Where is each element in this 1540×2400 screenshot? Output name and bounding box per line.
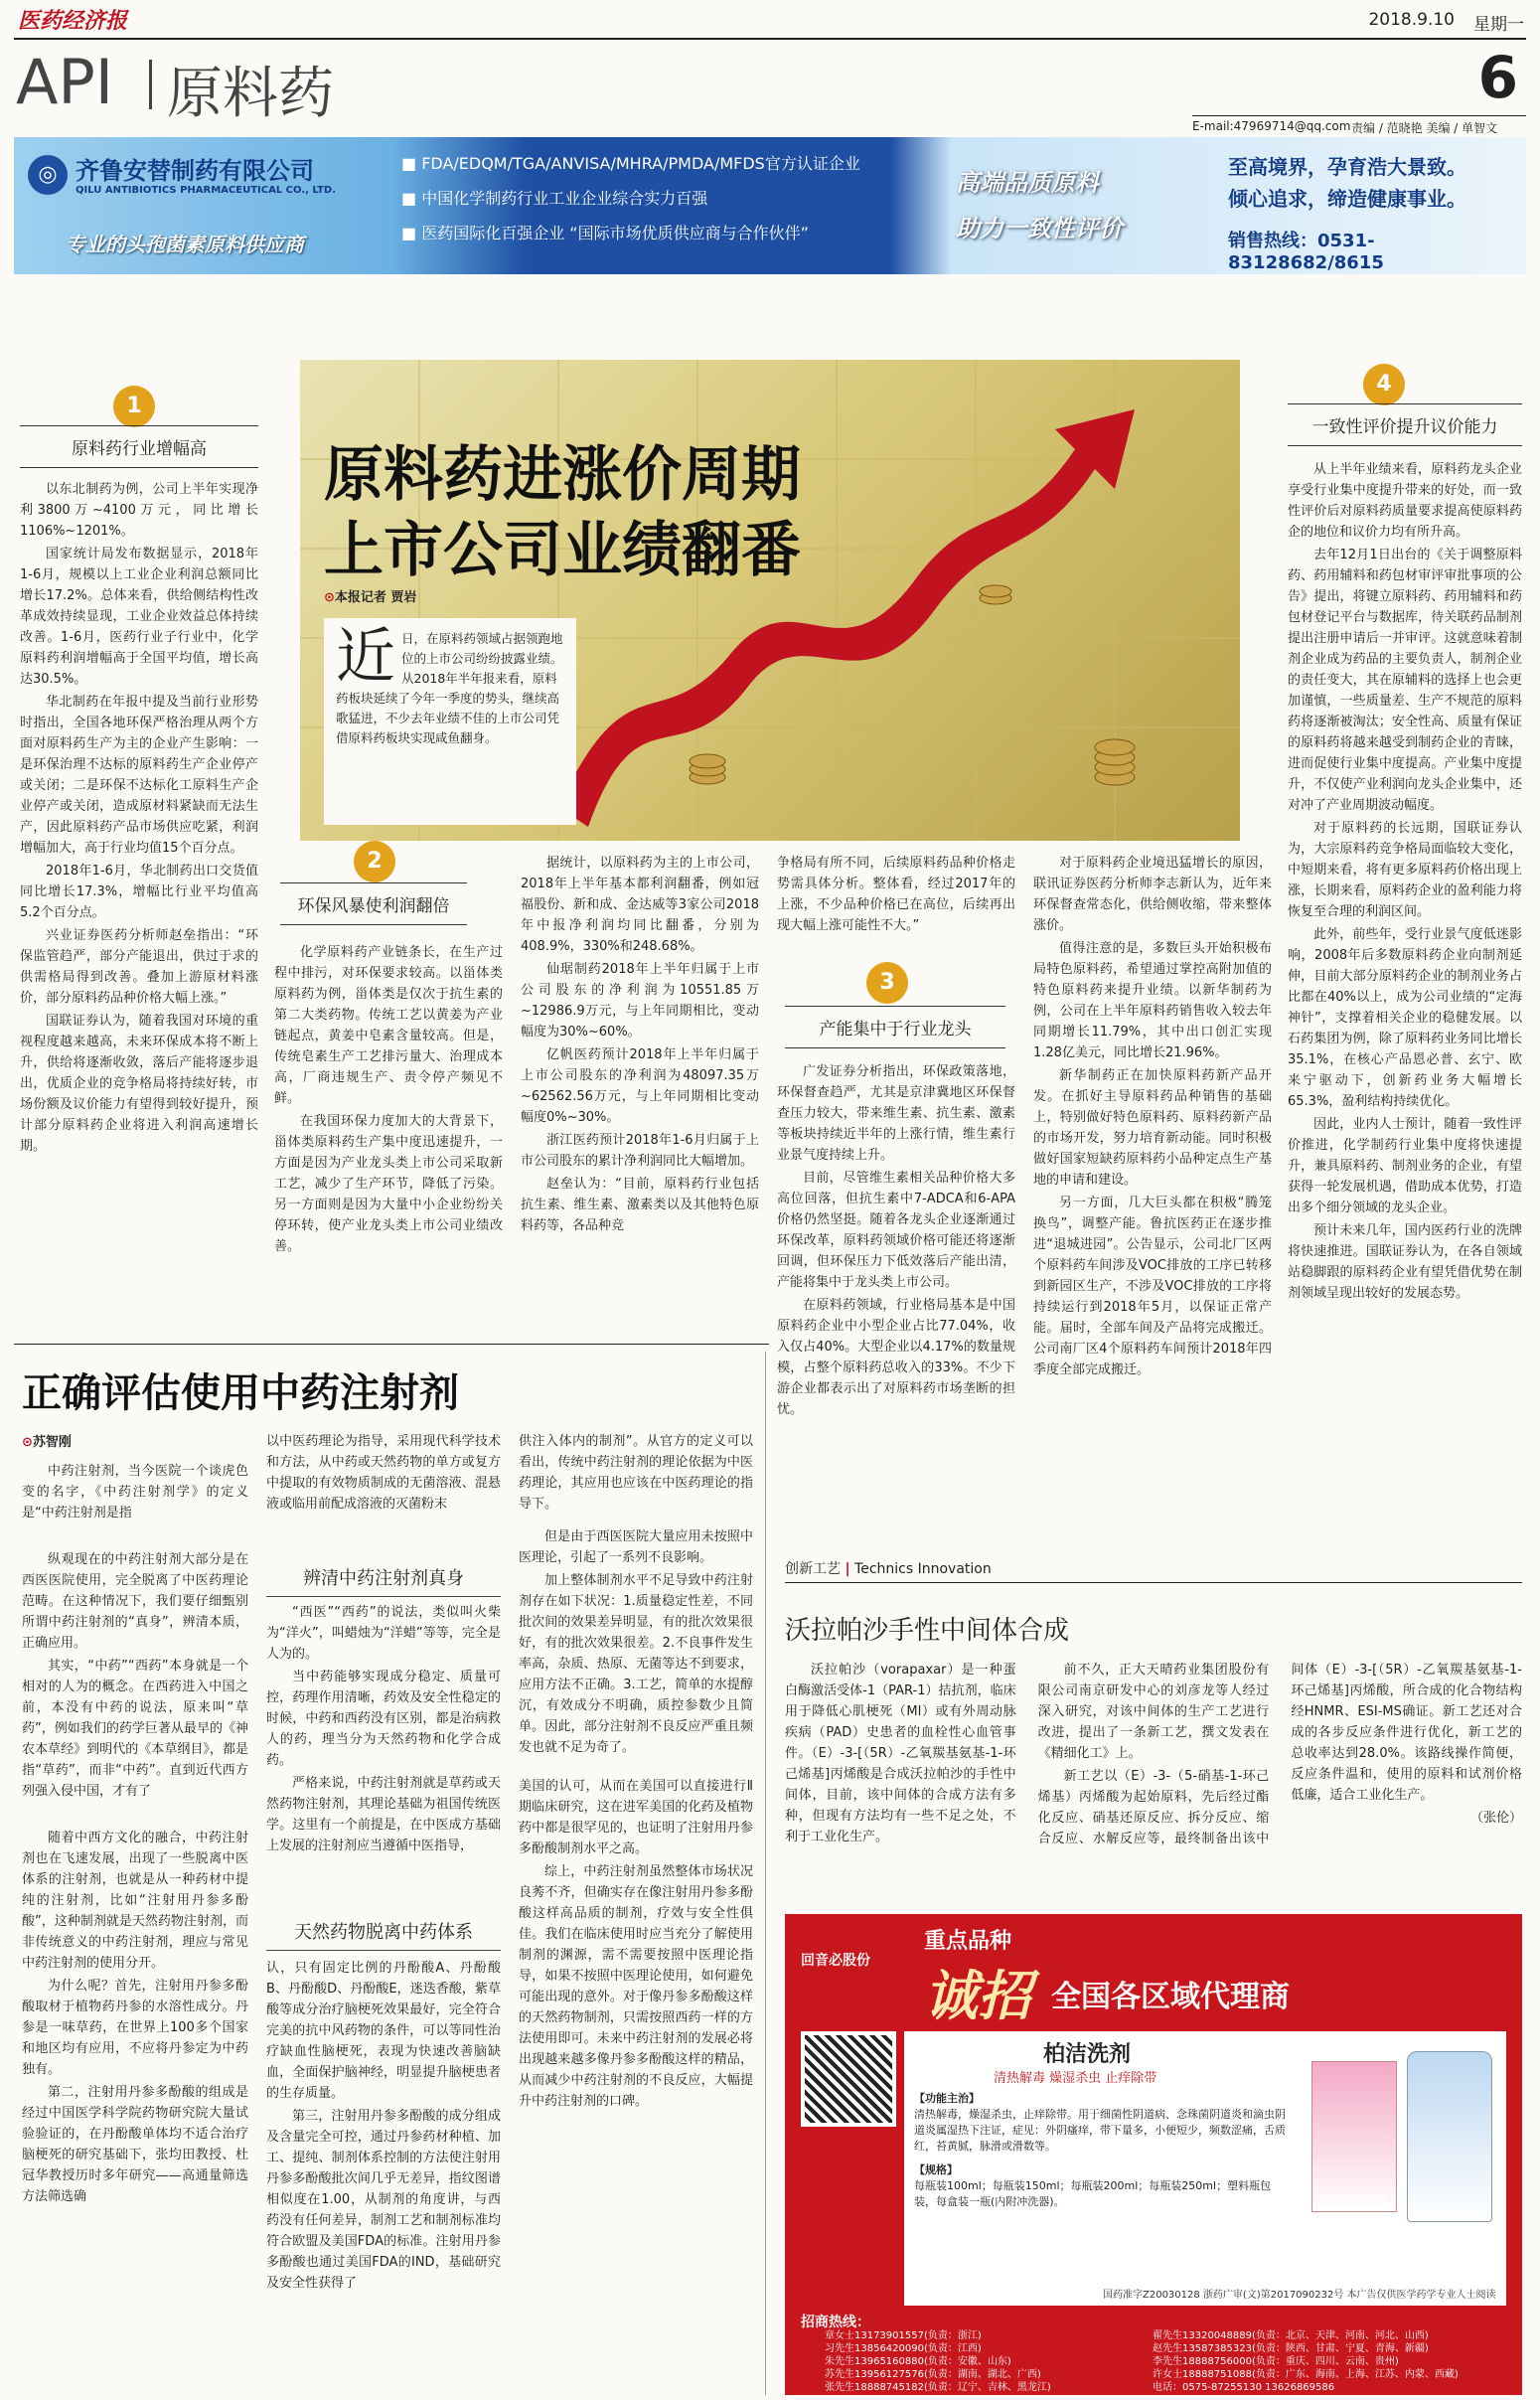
section-heading: 产能集中于行业龙头	[785, 1006, 1005, 1048]
ad-qr-code[interactable]	[801, 2031, 896, 2127]
ad-hotline-entry[interactable]: 张先生18888745182(负责：辽宁、吉林、黑龙江)	[825, 2382, 1051, 2393]
page-number: 6	[1477, 44, 1518, 111]
ad-hotline[interactable]: 销售热线：0531-83128682/8615	[1228, 231, 1384, 273]
recruit-ad[interactable]	[785, 1914, 1522, 2395]
ad-product-name: 柏洁洗剂	[1043, 2042, 1132, 2067]
ad-hotline-title: 招商热线：	[801, 2315, 870, 2330]
ad-func-text: 清热解毒，燥湿杀虫，止痒除带。用于细菌性阴道病、念珠菌阴道炎和滴虫阴道炎属湿热下注证，症见：外阴瘙痒，带下量多，小便短少，频数涩痛，舌质红，苔黄腻，脉滑或滑数等。	[914, 2108, 1286, 2153]
ad-point: ■ 医药国际化百强企业 “国际市场优质供应商与合作伙伴”	[401, 224, 809, 242]
issue-weekday: 星期一	[1473, 15, 1524, 35]
section-3b-body: 对于原料药企业境迅猛增长的原因，联讯证券医药分析师李志新认为，近年来环保督查常态化，供给侧收缩，带来整体涨价。 值得注意的是，多数巨头开始积极布局特色原料药，希望通过掌控高附加值的特色原料药来提升业绩。以新华制药为例，公司在上半年原料药销售收入较去年同期增长11.79%，其中出口创汇实现1.28亿美元，同比增长21.96%。 新华制药正在加快原料药新产品开发。在抓好主导原料药品种销售的基础上，特别做好特色原料药、原料药新产品的市场开发，努力培育新动能。同时积极做好国家短缺药原料药小品种定点生产基地的申请和建设。 另一方面，几大巨头都在积极“腾笼换鸟”，调整产能。鲁抗医药正在逐步推进“退城进园”。公告显示，公司北厂区两个原料药车间涉及VOC排放的工序已转移到新园区生产，不涉及VOC排放的工序将持续运行到2018年5月，以保证正常产能。届时，全部车间及产品将完成搬迁。公司南厂区4个原料药车间预计2018年四季度全部完成搬迁。	[1033, 856, 1272, 1377]
banner-ad[interactable]	[14, 137, 1526, 274]
ad-motto: 倾心追求，缔造健康事业。	[1228, 187, 1466, 211]
tech-headline: 沃拉帕沙手性中间体合成	[785, 1616, 1070, 1646]
tcm-subheading: 天然药物脱离中药体系	[266, 1918, 501, 1951]
tcm-subheading: 辨清中药注射剂真身	[266, 1564, 501, 1597]
tcm-col-2c: 认，只有固定比例的丹酚酸A、丹酚酸B、丹酚酸D、丹酚酸E，迷迭香酸，紫草酸等成分治疗脑梗死效果最好，完全符合完美的抗中风药物的条件，可以等同性治疗缺血性脑梗死，表现为快速改善脑缺血，全面保护脑神经，明显提升脑梗患者的生存质量。 第三，注射用丹参多酚酸的成分组成及含量完全可控，通过丹参药材种植、加工、提纯、制剂体系控制的方法使注射用丹参多酚酸批次间几乎无差异，指纹图谱相似度在1.00，从制剂的角度讲，与西药没有任何差异，制剂工艺和制剂标准均符合欧盟及美国FDA的标准。注射用丹参多酚酸也通过美国FDA的IND，基础研究及安全性获得了	[266, 1961, 501, 2291]
product-bottle-icon	[1407, 2051, 1492, 2222]
section-heading: 环保风暴使利润翻倍	[280, 882, 467, 925]
tech-tag: 创新工艺 | Technics Innovation	[785, 1561, 992, 1577]
lead-text: 日，在原料药领域占据领跑地位的上市公司纷纷披露业绩。从2018年半年报来看，原料药板块延续了今年一季度的势头，继续高歌猛进，不少去年业绩不佳的上市公司凭借原料药板块实现咸鱼翻身。	[336, 631, 563, 745]
main-byline: ⊙本报记者 贾岩	[324, 590, 417, 605]
ad-hotline-entry[interactable]: 章女士13173901557(负责：浙江)	[825, 2330, 982, 2341]
lead-dropcap: 近	[336, 622, 395, 692]
section-heading: 原料药行业增幅高	[20, 425, 258, 468]
contact-email[interactable]: E-mail:47969714@qq.com	[1192, 119, 1351, 133]
ad-hotline-entry[interactable]: 许女士18888751088(负责：广东、海南、上海、江苏、内蒙、西藏)	[1153, 2369, 1459, 2380]
ad-product-sub: 清热解毒 燥湿杀虫 止痒除带	[994, 2071, 1157, 2086]
section-number-badge: 3	[866, 962, 908, 1004]
editors-credit: 责编 / 范晓艳 美编 / 单智文	[1351, 121, 1498, 135]
section-number-badge: 4	[1363, 364, 1405, 405]
tcm-col-2b: “西医”“西药”的说法，类似叫火柴为“洋火”，叫蜡烛为“洋蜡”等等，完全是人为的。 当中药能够实现成分稳定、质量可控，药理作用清晰，药效及安全性稳定的时候，中药和西药没有区别，都是治病救人的药，理当分为天然药物和化学合成药。 严格来说，中药注射剂就是草药或天然药物注射剂，其理论基础为祖国传统医学。这里有一个前提是，在中医成方基础上发展的注射剂应当遵循中医指导，	[266, 1605, 501, 1853]
tech-body: 沃拉帕沙（vorapaxar）是一种蛋白酶激活受体-1（PAR-1）拮抗剂，临床用于降低心肌梗死（MI）或有外周动脉疾病（PAD）史患者的血栓性心血管事件。（E）-3-[（5R）-乙氧羰基氨基-1-环己烯基]丙烯酸是合成沃拉帕沙的手性中间体，目前，该中间体的合成方法有多种，但现有方法均有一些不足之处，不利于工业化生产。 前不久，正大天晴药业集团股份有限公司南京研发中心的刘彦龙等人经过深入研究，对该中间体的生产工艺进行改进，提出了一条新工艺，撰文发表在《精细化工》上。 新工艺以（E）-3-（5-硝基-1-环己烯基）丙烯酸为起始原料，先后经过酯化反应、硝基还原反应、拆分反应、缩合反应、水解反应等，最终制备出该中间体（E）-3-[（5R）-乙氧羰基氨基-1-环己烯基]丙烯酸，所合成的化合物结构经HNMR、ESI-MS确证。新工艺还对合成的各步反应条件进行优化，新工艺的总收率达到28.0%。该路线操作简便，反应条件温和，使用的原料和试剂价格低廉，适合工业化生产。 （张伦）	[785, 1663, 1522, 1846]
headline-line-2: 上市公司业绩翻番	[324, 516, 801, 585]
section-3-body: 广发证券分析指出，环保政策落地，环保督查趋严，尤其是京津冀地区环保督查压力较大，带来维生素、抗生素、激素等板块持续近半年的上涨行情，维生素行业景气度持续上升。 目前，尽管维生素相关品种价格大多高位回落，但抗生素中7-ADCA和6-APA价格仍然坚挺。随着各龙头企业逐渐通过环保改革，原料药领域价格可能还将逐渐回调，但环保压力下低效落后产能出清，产能将集中于龙头类上市公司。 在原料药领域，行业格局基本是中国原料药企业中小型企业占比77.04%，收入仅占40%。大型企业以4.17%的数量规模，占整个原料药总收入的33%。不少下游企业都表示出了对原料药市场垄断的担忧。	[777, 1064, 1015, 1417]
ad-hotline-entry[interactable]: 翟先生13320048889(负责：北京、天津、河南、河北、山西)	[1153, 2330, 1429, 2341]
paper-logo: 医药经济报	[18, 8, 128, 34]
ad-point: ■ 中国化学制药行业工业企业综合实力百强	[401, 189, 708, 208]
ad-spec-title: 【规格】	[914, 2163, 958, 2176]
ad-hotline-entry[interactable]: 李先生18888756000(负责：重庆、四川、云南、贵州)	[1153, 2356, 1399, 2367]
ad-slogan: 助力一致性评价	[956, 215, 1123, 242]
section-number-badge: 2	[354, 841, 395, 882]
company-name-en: QILU ANTIBIOTICS PHARMACEUTICAL CO., LTD.	[76, 185, 337, 196]
tcm-col-1: 中药注射剂，当今医院一个谈虎色变的名字，《中药注射剂学》的定义是“中药注射剂是指 纵观现在的中药注射剂大部分是在西医医院使用，完全脱离了中医药理论范畴。在这种情况下，我们要仔细甄别所谓中药注射剂的“真身”，辨清本质，正确应用。 其实，“中药”“西药”本身就是一个相对的人为的概念。在西药进入中国之前，本没有中药的说法，原来叫“草药”，例如我们的药学巨著从最早的《神农本草经》到明代的《本草纲目》，都是指“草药”，而非“中药”。直到近代西方列强入侵中国，才有了 随着中西方文化的融合，中药注射剂也在飞速发展，出现了一些脱离中医体系的注射剂，也就是从一种药材中提纯的注射剂，比如“注射用丹参多酚酸”，这种制剂就是天然药物注射剂，而非传统意义的中药注射剂，理应与常见中药注射剂的使用分开。 为什么呢？首先，注射用丹参多酚酸取材于植物药丹参的水溶性成分。丹参是一味草药，在世界上100多个国家和地区均有应用，不应将丹参定为中药独有。 第二，注射用丹参多酚酸的组成是经过中国医学科学院药物研究院大量试验验证的，在丹酚酸单体均不适合治疗脑梗死的研究基础下，张均田教授、杜冠华教授历时多年研究——高通量筛选方法筛选确	[22, 1464, 248, 2204]
ad-spec-text: 每瓶装100ml；每瓶装150ml；每瓶装200ml；每瓶装250ml；塑料瓶包装，每盒装一瓶(内附冲洗器)。	[914, 2179, 1272, 2208]
company-logo-icon: ◎	[28, 155, 68, 195]
tcm-byline: ⊙苏智刚	[22, 1435, 72, 1450]
section-2b-body: 据统计，以原料药为主的上市公司，2018年上半年基本都利润翻番，例如冠福股份、新和成、金达威等3家公司2018年中报净利润均同比翻番，分别为408.9%，330%和248.68%。 仙琚制药2018年上半年归属于上市公司股东的净利润为10551.85万~12986.9万元，与上年同期相比，变动幅度为30%~60%。 亿帆医药预计2018年上半年归属于上市公司股东的净利润为48097.35万~62562.56万元，与上年同期相比变动幅度0%~30%。 浙江医药预计2018年1-6月归属于上市公司股东的累计净利润同比大幅增加。 赵垒认为：“目前，原料药行业包括抗生素、维生素、激素类以及其他特色原料药等，各品种竞	[521, 856, 759, 1233]
ad-headline-small: 重点品种	[924, 1929, 1012, 1954]
ad-hotline-entry[interactable]: 朱先生13965160880(负责：安徽、山东)	[825, 2356, 1011, 2367]
section-number-badge: 1	[113, 386, 155, 427]
tcm-headline: 正确评估使用中药注射剂	[22, 1369, 459, 1416]
headline-line-1: 原料药进涨价周期	[324, 440, 801, 510]
section-4-body: 从上半年业绩来看，原料药龙头企业享受行业集中度提升带来的好处，而一致性评价后对原料药质量要求提高使原料药企的地位和议价力均有所升高。 去年12月1日出台的《关于调整原料药、药用辅料和药包材审评审批事项的公告》提出，将键立原料药、药用辅料和药包材登记平台与数据库，待关联药品制剂提出注册申请后一并审评。这就意味着制剂企业成为药品的主要负责人，制剂企业的责任变大，其在原辅料的选择上也会更加谨慎，一些质量差、生产不规范的原料药将逐渐被淘汰；安全性高、质量有保证的原料药将越来越受到制药企业的青睐，进而促使行业集中度提高。产业集中度提升，不仅使产业利润向龙头企业集中，还对冲了产业周期波动幅度。 对于原料药的长远期，国联证券认为，大宗原料药竞争格局面临较大变化，中短期来看，将有更多原料药价格出现上涨，长期来看，原料药企业的盈利能力将恢复至合理的利润区间。 此外，前些年，受行业景气度低迷影响，2008年后多数原料药企业向制剂延伸，目前大部分原料药企业的制剂业务占比都在40%以上，成为公司业绩的“定海神针”，支撑着相关企业的稳健发展。以石药集团为例，除了原料药业务同比增长35.1%，在核心产品恩必普、玄宁、欧来宁驱动下，创新药业务大幅增长65.3%，盈利结构持续优化。 因此，业内人士预计，随着一致性评价推进，化学制药行业集中度将快速提升，兼具原料药、制剂业务的企业，有望获得一轮发展机遇，借助成本优势，打造出多个细分领域的龙头企业。 预计未来几年，国内医药行业的洗牌将快速推进。国联证券认为，在各自领域站稳脚跟的原料药企业有望凭借优势在制剂领域呈现出较好的发展态势。	[1288, 462, 1522, 1301]
ad-headline-big: 诚招	[924, 1965, 1031, 2027]
ad-headline-rest: 全国各区域代理商	[1051, 1980, 1290, 2014]
ad-approval-text: 国药准字Z20030128 浙药广审(文)第2017090232号 本广告仅供医学药学专业人士阅读	[1103, 2290, 1496, 2301]
lead-box	[324, 618, 576, 825]
issue-date: 2018.9.10	[1368, 10, 1455, 30]
section-3-pre: 争格局有所不同，后续原料药品种价格走势需具体分析。整体看，经过2017年的上涨，不少品种价格已在高位，后续再出现大幅上涨可能性不大。”	[777, 856, 1015, 933]
ad-hotline-entry[interactable]: 习先生13856420090(负责：江西)	[825, 2343, 982, 2354]
ad-func-title: 【功能主治】	[914, 2092, 980, 2105]
company-name: 齐鲁安替制药有限公司	[76, 157, 314, 185]
ad-motto: 至高境界，孕育浩大景致。	[1228, 155, 1466, 179]
tcm-col-3: 供注入体内的制剂”。从官方的定义可以看出，传统中药注射剂的理论依据为中医药理论，其应用也应该在中医药理论的指导下。 但是由于西医医院大量应用未按照中医理论，引起了一系列不良影响。 加上整体制剂水平不足导致中药注射剂存在如下状况：1.质量稳定性差，不同批次间的效果差异明显，有的批次效果很好，有的批次效果很差。2.不良事件发生率高，杂质、热原、无菌等达不到要求，应用方法不正确。3.工艺，简单的水提醇沉，有效成分不明确，质控参数少且简单。因此，部分注射剂不良反应严重且频发也就不足为奇了。 美国的认可，从而在美国可以直接进行Ⅱ期临床研究，这在进军美国的化药及植物药中都是很罕见的，也证明了注射用丹参多酚酸制剂水平之高。 综上，中药注射剂虽然整体市场状况良莠不齐，但确实存在像注射用丹参多酚酸这样高品质的制剂，疗效与安全性俱佳。我们在临床使用时应当充分了解使用制剂的渊源，需不需要按照中医理论指导，如果不按照中医理论使用，如何避免可能出现的意外。对于像丹参多酚酸这样的天然药物制剂，只需按照西药一样的方法使用即可。未来中药注射剂的发展必将出现越来越多像丹参多酚酸这样的精品，从而减少中药注射剂的不良反应，大幅提升中药注射剂的口碑。	[519, 1434, 753, 2109]
section-2-body: 化学原料药产业链条长，在生产过程中排污，对环保要求较高。以甾体类原料药为例，甾体类是仅次于抗生素的第二大类药物。传统工艺以黄姜为产业链起点，黄姜中皂素含量较高。但是，传统皂素生产工艺排污量大、治理成本高，厂商违规生产、责令停产频见不鲜。 在我国环保力度加大的大背景下，甾体类原料药生产集中度迅速提升，一方面是因为产业龙头类上市公司采取新工艺，减少了生产环节，降低了污染。另一方面则是因为大量中小企业纷纷关停环转，使产业龙头类上市公司业绩改善。	[274, 945, 503, 1254]
company-tagline: 专业的头孢菌素原料供应商	[66, 233, 304, 256]
ad-company-logo: 回音必股份	[801, 1953, 870, 1969]
ad-slogan: 高端品质原料	[956, 169, 1099, 197]
product-box-icon	[1311, 2061, 1397, 2212]
ad-hotline-entry[interactable]: 电话：0575-87255130 13626869586	[1153, 2382, 1335, 2393]
section-code: API	[16, 46, 114, 118]
ad-hotline-entry[interactable]: 苏先生13956127576(负责：湖南、湖北、广西)	[825, 2369, 1041, 2380]
section-heading: 一致性评价提升议价能力	[1288, 403, 1522, 446]
ad-point: ■ FDA/EDQM/TGA/ANVISA/MHRA/PMDA/MFDS官方认证企业	[401, 154, 860, 173]
section-1-body: 以东北制药为例，公司上半年实现净利3800万~4100万元，同比增长1106%~1201%。 国家统计局发布数据显示，2018年1-6月，规模以上工业企业利润总额同比增长17.2%。总体来看，供给侧结构性改革成效持续显现，工业企业效益总体持续改善。1-6月，医药行业子行业中，化学原料药利润增幅高于全国平均值，增长高达30.5%。 华北制药在年报中提及当前行业形势时指出，全国各地环保严格治理从两个方面对原料药生产为主的企业产生影响：一是环保治理不达标的原料药生产企业停产或关闭；二是环保不达标化工原料生产企业停产或关闭，造成原材料紧缺而无法生产，因此原料药产品市场供应吃紧，利润增幅加大，高于行业均值15个百分点。 2018年1-6月，华北制药出口交货值同比增长17.3%，增幅比行业平均值高5.2个百分点。 兴业证券医药分析师赵垒指出：“环保监管趋严，部分产能退出，供过于求的供需格局得到改善。叠加上游原材料涨价，部分原料药品种价格大幅上涨。” 国联证券认为，随着我国对环境的重视程度越来越高，未来环保成本将不断上升，供给将逐渐收敛，落后产能将逐步退出，优质企业的竞争格局将持续好转，市场份额及议价能力有望得到较好提升，预计部分原料药企业将进入利润高速增长期。	[20, 482, 258, 1154]
ad-hotline-entry[interactable]: 赵先生13587385323(负责：陕西、甘肃、宁夏、青海、新疆)	[1153, 2343, 1429, 2354]
section-name: 原料药	[167, 62, 334, 126]
tcm-col-2a: 以中医药理论为指导，采用现代科学技术和方法，从中药或天然药物的单方或复方中提取的有效物质制成的无菌溶液、混悬液或临用前配成溶液的灭菌粉末	[266, 1434, 501, 1512]
